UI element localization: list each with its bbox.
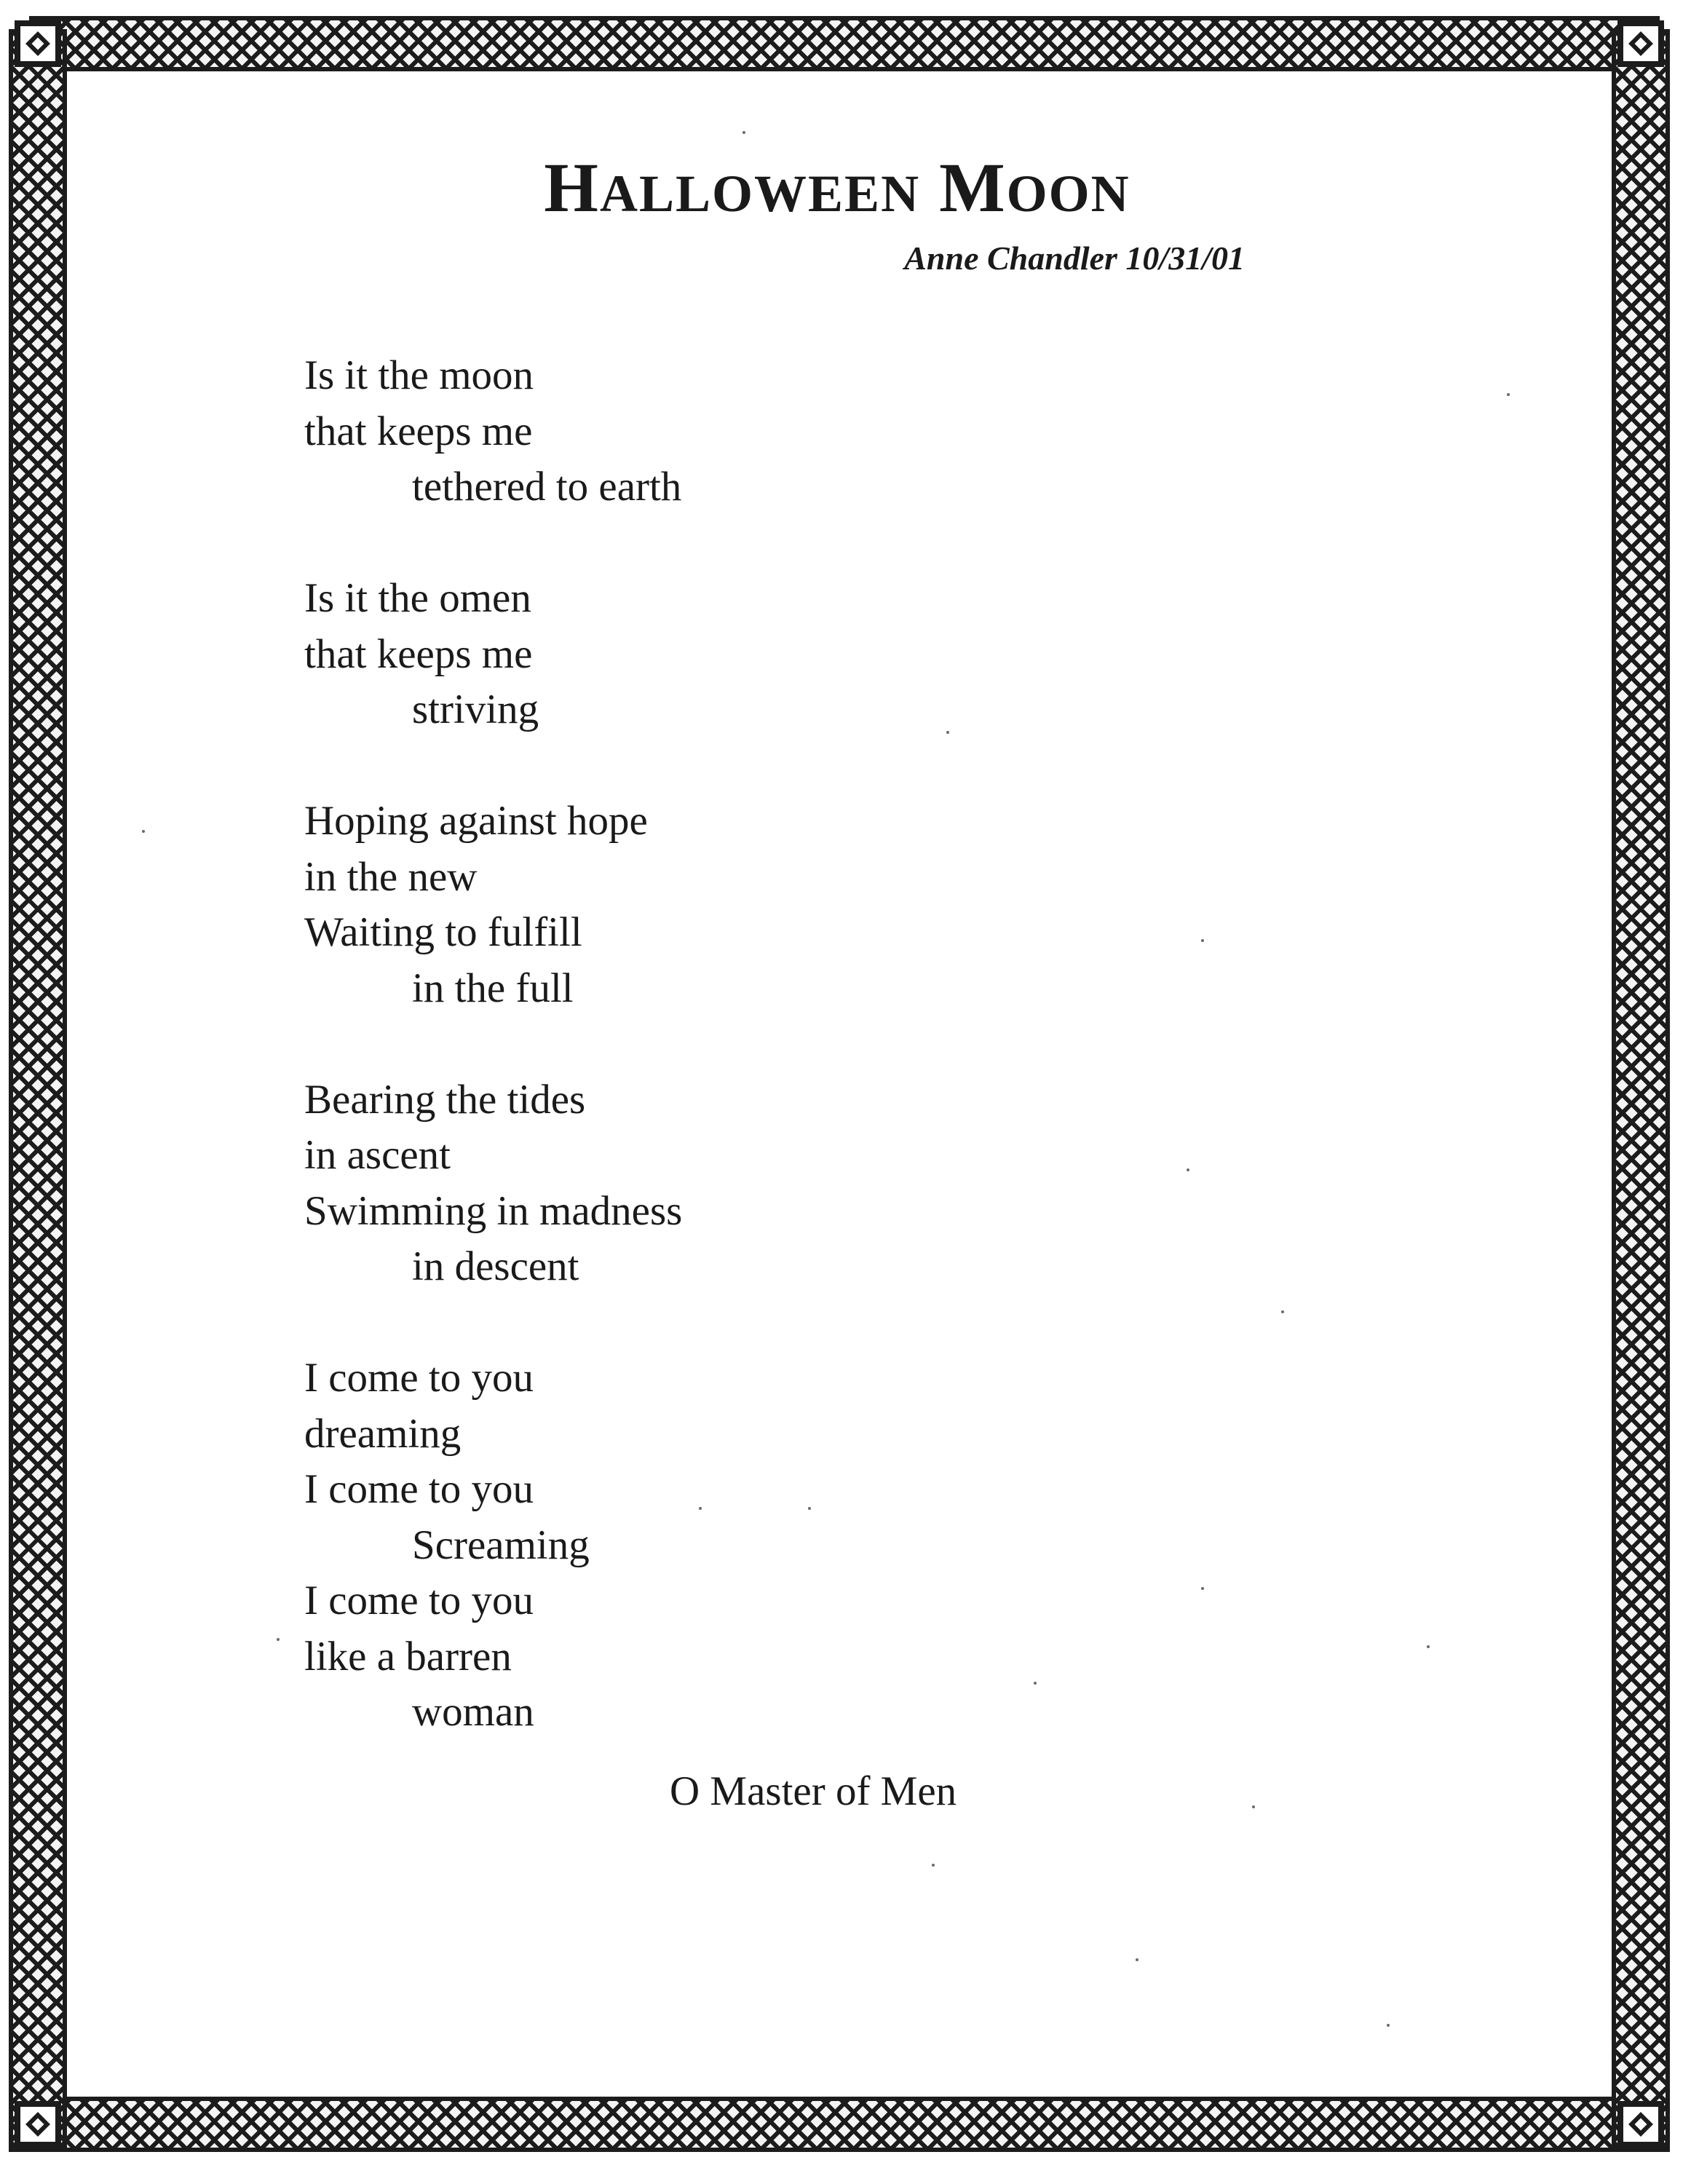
poem-line: dreaming [304,1410,462,1457]
scan-speck [277,1638,280,1641]
poem-line: tethered to earth [412,464,682,510]
title-initial-1: H [544,149,600,226]
poem-line: in the full [412,965,574,1011]
stanza [304,348,682,515]
knot-corner-icon [1617,20,1664,67]
poem-line: Is it the omen [304,575,531,621]
celtic-border-left [9,29,67,2152]
poem-line: striving [412,687,539,732]
scan-speck [946,731,949,734]
poem-line: that keeps me [304,408,533,454]
poem-line: Waiting to fulfill [304,909,582,955]
poem-line: Swimming in madness [304,1187,683,1234]
poem-line: that keeps me [304,630,533,677]
author-byline: Anne Chandler 10/31/01 [904,240,1245,277]
poem-line: I come to you [304,1466,534,1512]
poem-line: Bearing the tides [304,1076,586,1123]
scan-speck [142,830,145,833]
scan-speck [932,1864,935,1867]
scan-speck [742,131,745,134]
scan-speck [808,1507,811,1510]
poem-line: like a barren [304,1633,512,1679]
closing-line: O Master of Men [670,1768,957,1814]
poem-line: in the new [304,853,478,900]
scan-speck [1507,393,1510,396]
title-rest-1: ALLOWEEN [599,165,921,223]
poem-title [437,149,1237,226]
scan-speck [1252,1805,1255,1808]
scan-speck [1281,1310,1284,1313]
poem-line: I come to you [304,1355,534,1401]
poem-line: Is it the moon [304,352,534,398]
scan-speck [1387,2024,1390,2027]
scan-speck [1136,1958,1138,1961]
title-initial-2: M [939,149,1007,226]
poem-line: in ascent [304,1132,451,1178]
scan-speck [699,1507,702,1510]
poem-line: Hoping against hope [304,798,648,844]
stanza [304,571,682,738]
poem-body [304,348,682,1796]
poem-line: in descent [412,1243,579,1289]
celtic-border-bottom [29,2097,1660,2152]
knot-corner-icon [15,2101,61,2148]
poem-line: I come to you [304,1578,534,1623]
scan-speck [1201,939,1204,942]
scan-speck [1034,1682,1037,1685]
celtic-border-top [29,16,1660,71]
stanza [304,1350,682,1741]
knot-corner-icon [1617,2101,1664,2148]
stanza [304,794,682,1016]
poem-line: Screaming [412,1522,590,1568]
poem-line: woman [412,1689,534,1735]
scan-speck [1187,1168,1189,1171]
title-rest-2: OON [1006,165,1130,223]
celtic-border-right [1612,29,1670,2152]
knot-corner-icon [15,20,61,67]
scan-speck [1427,1645,1430,1648]
scan-speck [1201,1587,1204,1590]
stanza [304,1072,682,1295]
